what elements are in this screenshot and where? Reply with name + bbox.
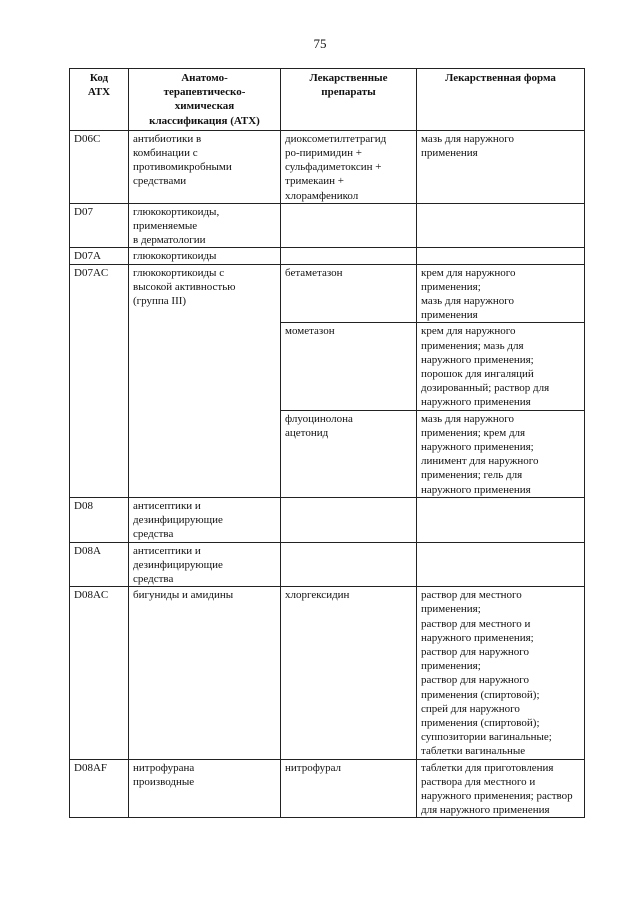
table-row bbox=[70, 497, 585, 542]
atx-classification: антибиотики в комбинации с противомикробными средствами bbox=[129, 130, 281, 203]
table-row bbox=[70, 587, 585, 759]
atx-code: D06C bbox=[70, 130, 129, 203]
atx-classification: бигуниды и амидины bbox=[129, 587, 281, 759]
header-drugs: Лекарственные препараты bbox=[281, 69, 417, 131]
dosage-form: мазь для наружного применения bbox=[417, 130, 585, 203]
table-row bbox=[70, 264, 585, 323]
table-header-row bbox=[70, 69, 585, 131]
header-classification: Анатомо- терапевтическо- химическая классификация (АТХ) bbox=[129, 69, 281, 131]
atx-code: D08AF bbox=[70, 759, 129, 818]
dosage-form: раствор для местного применения; раствор для местного и наружного применения; раствор для наружного применения; раствор для наружного применения (спиртовой); спрей для наружного применения (спиртовой); суппозитории вагинальные; таблетки вагинальные bbox=[417, 587, 585, 759]
dosage-form: мазь для наружного применения; крем для наружного применения; линимент для наружного применения; гель для наружного применения bbox=[417, 410, 585, 497]
dosage-form-empty bbox=[417, 203, 585, 248]
dosage-form-empty bbox=[417, 248, 585, 264]
atx-classification: глюкокортикоиды, применяемые в дерматологии bbox=[129, 203, 281, 248]
drug-name: флуоцинолона ацетонид bbox=[281, 410, 417, 497]
dosage-form: таблетки для приготовления раствора для местного и наружного применения; раствор для наружного применения bbox=[417, 759, 585, 818]
atx-code: D07AC bbox=[70, 264, 129, 497]
drug-name-empty bbox=[281, 248, 417, 264]
table-row bbox=[70, 248, 585, 264]
drug-name-empty bbox=[281, 203, 417, 248]
atx-classification: антисептики и дезинфицирующие средства bbox=[129, 542, 281, 587]
drug-name-empty bbox=[281, 497, 417, 542]
dosage-form: крем для наружного применения; мазь для наружного применения; порошок для ингаляций дозированный; раствор для наружного применения bbox=[417, 323, 585, 410]
table-row bbox=[70, 542, 585, 587]
drug-name: диоксометилтетрагид ро-пиримидин + сульфадиметоксин + тримекаин + хлорамфеникол bbox=[281, 130, 417, 203]
atx-code: D08 bbox=[70, 497, 129, 542]
drug-name: бетаметазон bbox=[281, 264, 417, 323]
atx-code: D08A bbox=[70, 542, 129, 587]
page-number: 75 bbox=[313, 36, 327, 51]
drug-name-empty bbox=[281, 542, 417, 587]
dosage-form: крем для наружного применения; мазь для наружного применения bbox=[417, 264, 585, 323]
header-code: Код АТХ bbox=[70, 69, 129, 131]
atx-classification: глюкокортикоиды bbox=[129, 248, 281, 264]
drug-name: хлоргексидин bbox=[281, 587, 417, 759]
atx-code: D08AC bbox=[70, 587, 129, 759]
table-row bbox=[70, 759, 585, 818]
atx-code: D07 bbox=[70, 203, 129, 248]
atx-classification: нитрофурана производные bbox=[129, 759, 281, 818]
table-row bbox=[70, 203, 585, 248]
dosage-form-empty bbox=[417, 497, 585, 542]
dosage-form-empty bbox=[417, 542, 585, 587]
atx-drug-table bbox=[69, 68, 585, 818]
atx-code: D07A bbox=[70, 248, 129, 264]
drug-name: нитрофурал bbox=[281, 759, 417, 818]
header-form: Лекарственная форма bbox=[417, 69, 585, 131]
atx-classification: глюкокортикоиды с высокой активностью (группа III) bbox=[129, 264, 281, 497]
atx-classification: антисептики и дезинфицирующие средства bbox=[129, 497, 281, 542]
table-row bbox=[70, 130, 585, 203]
drug-name: мометазон bbox=[281, 323, 417, 410]
